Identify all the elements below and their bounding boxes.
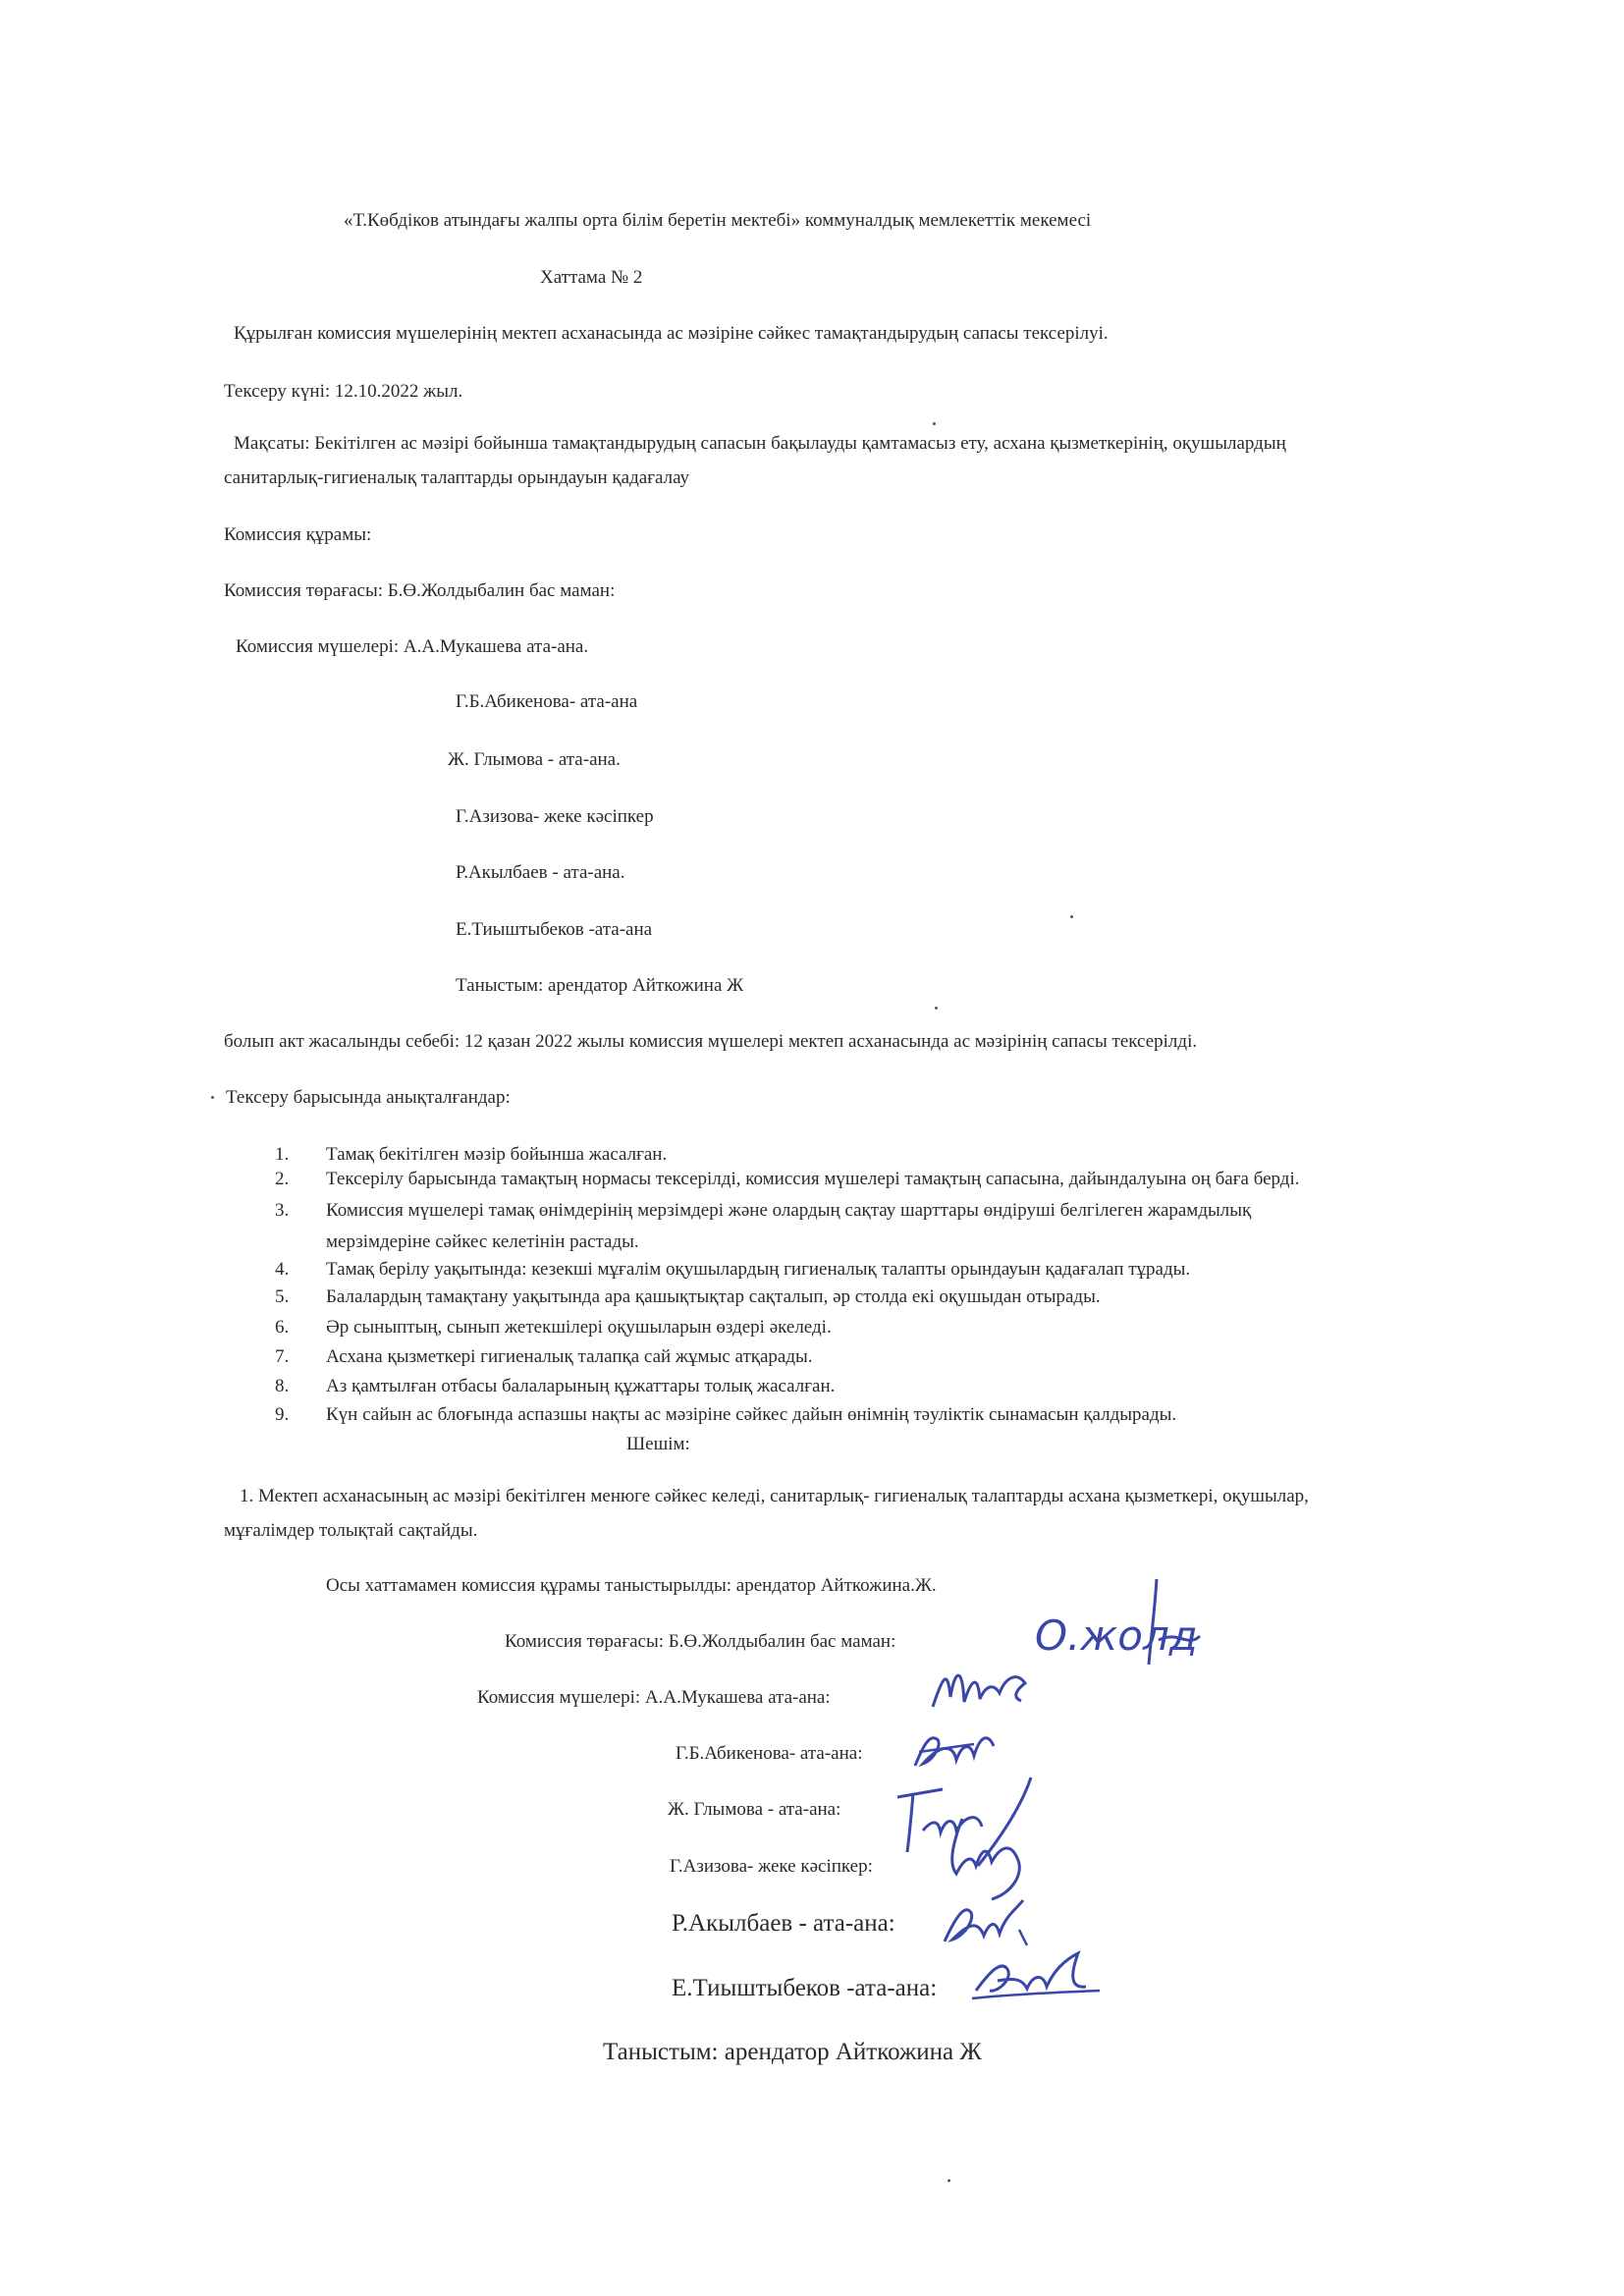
member-line: Г.Б.Абикенова- ата-ана (456, 691, 638, 712)
list-item: 2. Тексерілу барысында тамақтың нормасы тексерілді, комиссия мүшелері тамақтың сапасына, дайындалуына оң баға берді. (275, 1169, 1300, 1189)
list-item: 4. Тамақ берілу уақытында: кезекші мұғалім оқушылардың гигиеналық талапты орындауын қадағалап тұрады. (275, 1259, 1191, 1280)
purpose-line-1: Мақсаты: Бекітілген ас мәзірі бойынша тамақтандырудың сапасын бақылауды қамтамасыз ету, асхана қызметкерінің, оқушылардың (234, 433, 1286, 454)
scan-speck (933, 422, 936, 425)
protocol-title: Хаттама № 2 (540, 267, 643, 288)
member-line: Р.Акылбаев - ата-ана. (456, 862, 625, 883)
sign-member: Г.Азизова- жеке кәсіпкер: (670, 1856, 873, 1877)
institution-header: «Т.Көбдіков атындағы жалпы орта білім беретін мектебі» коммуналдық мемлекеттік мекемесі (344, 210, 1092, 231)
scan-speck (947, 2179, 950, 2182)
member-line: Ж. Глымова - ата-ана. (448, 749, 621, 770)
signature-tiyshtybekov (968, 1940, 1106, 2018)
composition-label: Комиссия құрамы: (224, 524, 372, 545)
list-item: 6. Әр сыныптың, сынып жетекшілері оқушыларын өздері әкеледі. (275, 1317, 832, 1338)
decision-line-2: мұғалімдер толықтай сақтайды. (224, 1520, 478, 1541)
signature-chairman (1031, 1571, 1208, 1679)
list-item: 9. Күн сайын ас блоғында аспазшы нақты ас мәзіріне сәйкес дайын өнімнің тәуліктік сынамасын қалдырады. (275, 1404, 1177, 1425)
scan-speck (935, 1007, 938, 1010)
svg-text:О.жолд: О.жолд (1035, 1612, 1198, 1660)
decision-line-1: 1. Мектеп асханасының ас мәзірі бекітілген менюге сәйкес келеді, санитарлық- гигиеналық талаптарды асхана қызметкері, оқушылар, (240, 1486, 1309, 1506)
list-item: 5. Балалардың тамақтану уақытында ара қашықтықтар сақталып, әр столда екі оқушыдан отырады. (275, 1286, 1101, 1307)
findings-label: Тексеру барысында анықталғандар: (226, 1087, 511, 1108)
sign-tenant: Таныстым: арендатор Айткожина Ж (603, 2039, 982, 2065)
chairman-line: Комиссия төрағасы: Б.Ө.Жолдыбалин бас маман: (224, 580, 616, 601)
member-line: Е.Тиыштыбеков -ата-ана (456, 919, 653, 940)
list-item: мерзімдеріне сәйкес келетінін растады. (326, 1231, 639, 1252)
scan-speck (211, 1096, 214, 1099)
scan-speck (1070, 915, 1073, 918)
decision-title: Шешім: (626, 1434, 690, 1454)
familiarized-line: Осы хаттамамен комиссия құрамы таныстырылды: арендатор Айткожина.Ж. (326, 1575, 937, 1596)
sign-member: Ж. Глымова - ата-ана: (668, 1799, 841, 1820)
purpose-line-2: санитарлық-гигиеналық талаптарды орындауын қадағалау (224, 467, 690, 488)
check-date: Тексеру күні: 12.10.2022 жыл. (224, 381, 463, 402)
members-label: Комиссия мүшелері: А.А.Мукашева ата-ана. (236, 636, 589, 657)
list-item: 8. Аз қамтылған отбасы балаларының құжаттары толық жасалған. (275, 1376, 836, 1396)
sign-member-large: Е.Тиыштыбеков -ата-ана: (672, 1975, 938, 2001)
list-item: 3. Комиссия мүшелері тамақ өнімдерінің мерзімдері және олардың сақтау шарттары өндіруші белгілеген жарамдылық (275, 1200, 1252, 1221)
member-line: Г.Азизова- жеке кәсіпкер (456, 806, 654, 827)
list-item: 1. Тамақ бекітілген мәзір бойынша жасалған. (275, 1144, 668, 1165)
subject-line: Құрылған комиссия мүшелерінің мектеп асханасында ас мәзіріне сәйкес тамақтандырудың сапасы тексерілуі. (234, 323, 1109, 344)
tenant-line: Таныстым: арендатор Айткожина Ж (456, 975, 744, 996)
sign-member: Г.Б.Абикенова- ата-ана: (676, 1743, 863, 1764)
list-item: 7. Асхана қызметкері гигиеналық талапқа сай жұмыс атқарады. (275, 1346, 813, 1367)
sign-chairman: Комиссия төрағасы: Б.Ө.Жолдыбалин бас маман: (505, 1631, 896, 1652)
sign-member-large: Р.Акылбаев - ата-ана: (672, 1910, 895, 1937)
act-reason: болып акт жасалынды себебі: 12 қазан 2022 жылы комиссия мүшелері мектеп асханасында ас мәзірінің сапасы тексерілді. (224, 1031, 1198, 1052)
sign-members-label: Комиссия мүшелері: А.А.Мукашева ата-ана: (477, 1687, 831, 1708)
